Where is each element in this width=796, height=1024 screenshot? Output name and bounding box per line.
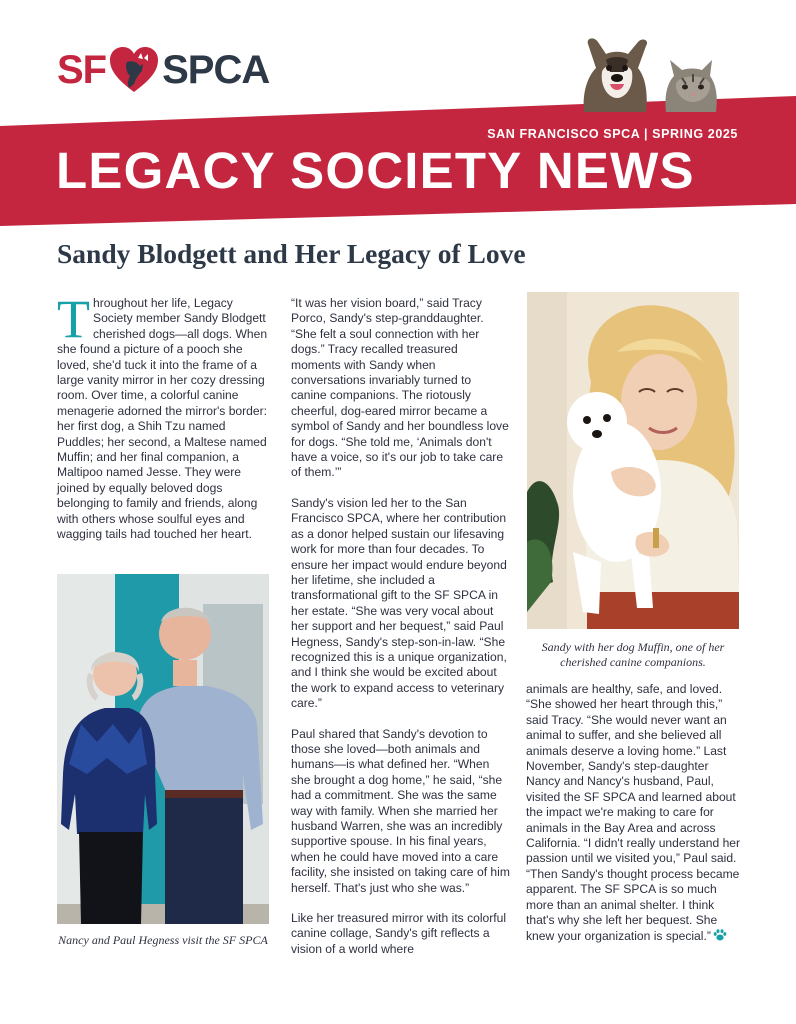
heart-dog-cat-icon (108, 44, 160, 96)
article-column-2 (291, 296, 510, 972)
article-paragraph-6 (526, 682, 742, 944)
article-paragraph-1 (57, 289, 273, 543)
photo-2-caption: Sandy with her dog Muffin, one of her cherished canine companions. (541, 640, 725, 669)
paragraph-6-text: animals are healthy, safe, and loved. “She showed her heart through this,” said Tracy. “She would never want an animal to suffer, and she believed all animals deserve a loving home.” Last November, Sandy's step-daughter Nancy and Nancy's husband, Paul, visited the SF SPCA and learned about the impact we're making to care for animals in the Bay Area and across California. “I didn't really understand her passion until we visited you,” Paul said. “Then Sandy's thought process became apparent. The SF SPCA is so much more than an animal shelter. I think that's why she left her bequest. She knew your organization is special.” (526, 682, 741, 943)
article-paragraph-3: Sandy's vision led her to the San Francisco SPCA, where her contribution as a donor helped sustain our lifesaving work for more than four decades. To ensure her impact would endure beyond her lifetime, she included a transformational gift to the SF SPCA in her estate. “She was very vocal about her support and her bequest,” said Paul Hegness, Sandy's step-son-in-law. “She recognized this is a unique organization, and I think she would be excited about the work to expand access to veterinary care.” (291, 495, 507, 711)
article-paragraph-2: “It was her vision board,” said Tracy Porco, Sandy's step-granddaughter. “She felt a soul connection with her dogs.” Tracy recalled treasured moments with Sandy when conversations invariably turned to canine companions. The riotously cheerful, dog-eared mirror became a symbol of Sandy and her boundless love for dogs. “She told me, ‘Animals don't have a voice, so it's our job to take care of them.’” (291, 296, 509, 480)
photo-1-caption: Nancy and Paul Hegness visit the SF SPCA (58, 933, 268, 947)
drop-cap: T (57, 289, 90, 349)
dog-and-cat-illustration (574, 32, 722, 112)
paragraph-1-text: hroughout her life, Legacy Society member Sandy Blodgett cherished dogs—all dogs. When she found a picture of a pooch she loved, she'd tuck it into the frame of a large vanity mirror in her cozy dressing room. Over time, a colorful canine menagerie adorned the mirror's border: her first dog, a Shih Tzu named Puddles; her second, a Maltese named Muffin; and her final companion, a Maltipoo named Jesse. They were joined by equally beloved dogs belonging to family and friends, along with others whose soulful eyes and wagging tails had touched her heart. (57, 296, 268, 542)
photo-nancy-and-paul (57, 574, 269, 924)
article-headline: Sandy Blodgett and Her Legacy of Love (57, 238, 526, 269)
paw-print-icon (713, 929, 727, 941)
article-column-1 (57, 289, 273, 558)
article-column-3 (526, 682, 742, 959)
photo-sandy-with-muffin (527, 292, 739, 629)
article-paragraph-4: Paul shared that Sandy's devotion to those she loved—both animals and humans—is what defined her. “When she brought a dog home,” he said, “she had a commitment. She was the same way with family. When she married her husband Warren, she was an incredibly supportive spouse. In his final years, when he could have moved into a care facility, she insisted on taking care of him herself. That's just who she was.” (291, 726, 510, 895)
newsletter-title: LEGACY SOCIETY NEWS (56, 142, 695, 199)
logo-text-sf: SF (57, 47, 107, 92)
sf-spca-logo[interactable] (57, 40, 269, 100)
edition-label: SAN FRANCISCO SPCA | SPRING 2025 (487, 127, 738, 141)
logo-text-spca: SPCA (162, 47, 270, 92)
article-paragraph-5: Like her treasured mirror with its colorful canine collage, Sandy's gift reflects a vision of a world where (291, 911, 507, 956)
